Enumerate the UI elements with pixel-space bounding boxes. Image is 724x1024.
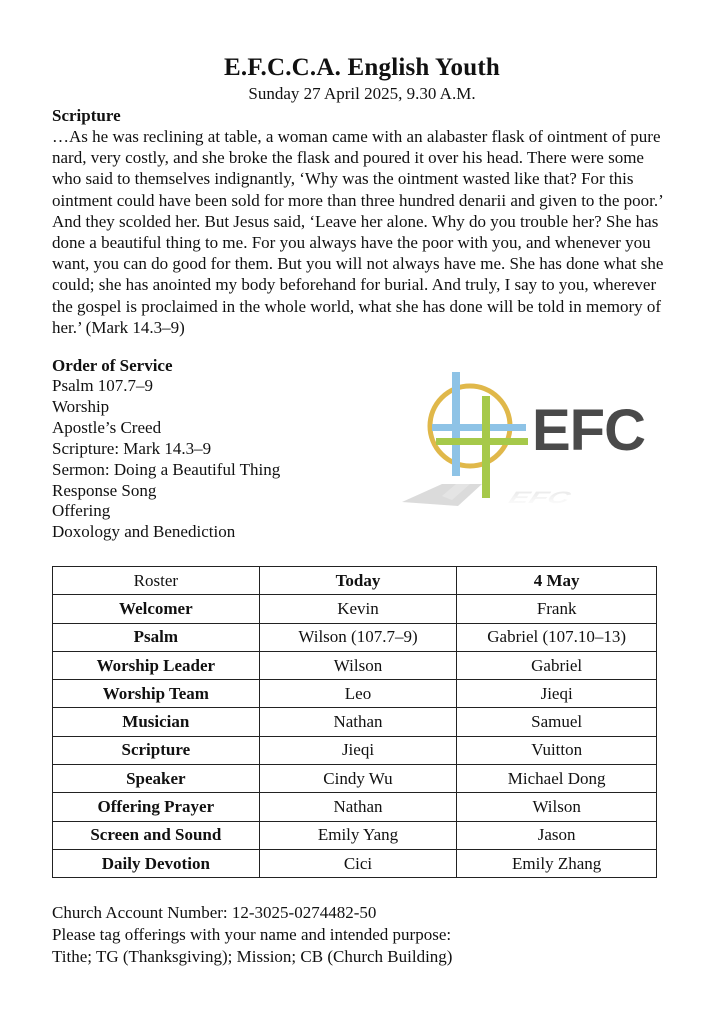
footer xyxy=(52,902,452,968)
table-row xyxy=(53,849,657,877)
efc-logo xyxy=(392,366,674,530)
roster-next-cell: Frank xyxy=(457,595,657,623)
roster-role: Scripture xyxy=(53,736,260,764)
roster-today-cell: Jieqi xyxy=(259,736,457,764)
roster-role: Welcomer xyxy=(53,595,260,623)
offering-tag-note: Please tag offerings with your name and intended purpose: xyxy=(52,925,452,944)
page-title: E.F.C.C.A. English Youth xyxy=(224,54,500,81)
roster-today-cell: Kevin xyxy=(259,595,457,623)
roster-header-label: Roster xyxy=(53,567,260,595)
table-row xyxy=(53,821,657,849)
table-row xyxy=(53,793,657,821)
roster-next-cell: Vuitton xyxy=(457,736,657,764)
logo-text: EFC xyxy=(532,398,645,463)
table-row xyxy=(53,680,657,708)
roster-role: Worship Team xyxy=(53,680,260,708)
roster-next-cell: Samuel xyxy=(457,708,657,736)
order-item: Worship xyxy=(52,396,110,416)
order-of-service-heading: Order of Service xyxy=(52,356,173,375)
roster-next-cell: Jason xyxy=(457,821,657,849)
roster-role: Screen and Sound xyxy=(53,821,260,849)
roster-next-cell: Emily Zhang xyxy=(457,849,657,877)
table-row xyxy=(53,651,657,679)
order-item: Doxology and Benediction xyxy=(52,522,236,542)
logo-cross-green-vertical xyxy=(482,396,490,498)
order-item: Response Song xyxy=(52,480,157,500)
roster-next-cell: Michael Dong xyxy=(457,765,657,793)
order-item: Psalm 107.7–9 xyxy=(52,376,154,395)
roster-today-cell: Wilson xyxy=(259,651,457,679)
roster-today-cell: Leo xyxy=(259,680,457,708)
table-row xyxy=(53,736,657,764)
roster-next-cell: Gabriel (107.10–13) xyxy=(457,623,657,651)
roster-role: Psalm xyxy=(53,623,260,651)
roster-header-today: Today xyxy=(259,567,457,595)
roster-today-cell: Wilson (107.7–9) xyxy=(259,623,457,651)
logo-cross-blue-horizontal xyxy=(432,424,526,431)
roster-today-cell: Nathan xyxy=(259,793,457,821)
table-row xyxy=(53,765,657,793)
offering-purposes: Tithe; TG (Thanksgiving); Mission; CB (Church Building) xyxy=(52,947,453,966)
roster-header-row xyxy=(53,567,657,595)
roster-role: Musician xyxy=(53,708,260,736)
order-item: Sermon: Doing a Beautiful Thing xyxy=(52,459,281,479)
logo-reflection-text: EFC xyxy=(503,488,577,507)
roster-next-cell: Jieqi xyxy=(457,680,657,708)
roster-role: Worship Leader xyxy=(53,651,260,679)
roster-next-cell: Gabriel xyxy=(457,651,657,679)
roster-today-cell: Cindy Wu xyxy=(259,765,457,793)
roster-table xyxy=(52,566,657,878)
roster-today-cell: Emily Yang xyxy=(259,821,457,849)
roster-today-cell: Nathan xyxy=(259,708,457,736)
table-row xyxy=(53,708,657,736)
order-of-service-list xyxy=(52,376,280,543)
scripture-heading: Scripture xyxy=(52,106,121,125)
roster-role: Speaker xyxy=(53,765,260,793)
service-date: Sunday 27 April 2025, 9.30 A.M. xyxy=(248,84,476,103)
roster-today-cell: Cici xyxy=(259,849,457,877)
roster-header-next: 4 May xyxy=(457,567,657,595)
scripture-passage: …As he was reclining at table, a woman came with an alabaster flask of ointment of pure nard, very costly, and she broke the flask and poured it over his head. There were some who said to themselves indignantly, ‘Why was the ointment wasted like that? For this ointment could have been sold for more than three hundred denarii and given to the poor.’ And they scolded her. But Jesus said, ‘Leave her alone. Why do you trouble her? She has done a beautiful thing to me. For you always have the poor with you, and whenever you want, you can do good for them. But you will not always have me. She has done what she could; she has anointed my body beforehand for burial. And truly, I say to you, wherever the gospel is proclaimed in the whole world, what she has done will be told in memory of her.’ (Mark 14.3–9) xyxy=(52,127,664,337)
order-item: Scripture: Mark 14.3–9 xyxy=(52,438,212,458)
logo-cross-green-horizontal xyxy=(436,438,528,445)
account-number: Church Account Number: 12-3025-0274482-50 xyxy=(52,903,377,922)
table-row xyxy=(53,595,657,623)
roster-role: Offering Prayer xyxy=(53,793,260,821)
order-item: Offering xyxy=(52,501,111,521)
order-item: Apostle’s Creed xyxy=(52,417,162,437)
roster-next-cell: Wilson xyxy=(457,793,657,821)
table-row xyxy=(53,623,657,651)
roster-role: Daily Devotion xyxy=(53,849,260,877)
